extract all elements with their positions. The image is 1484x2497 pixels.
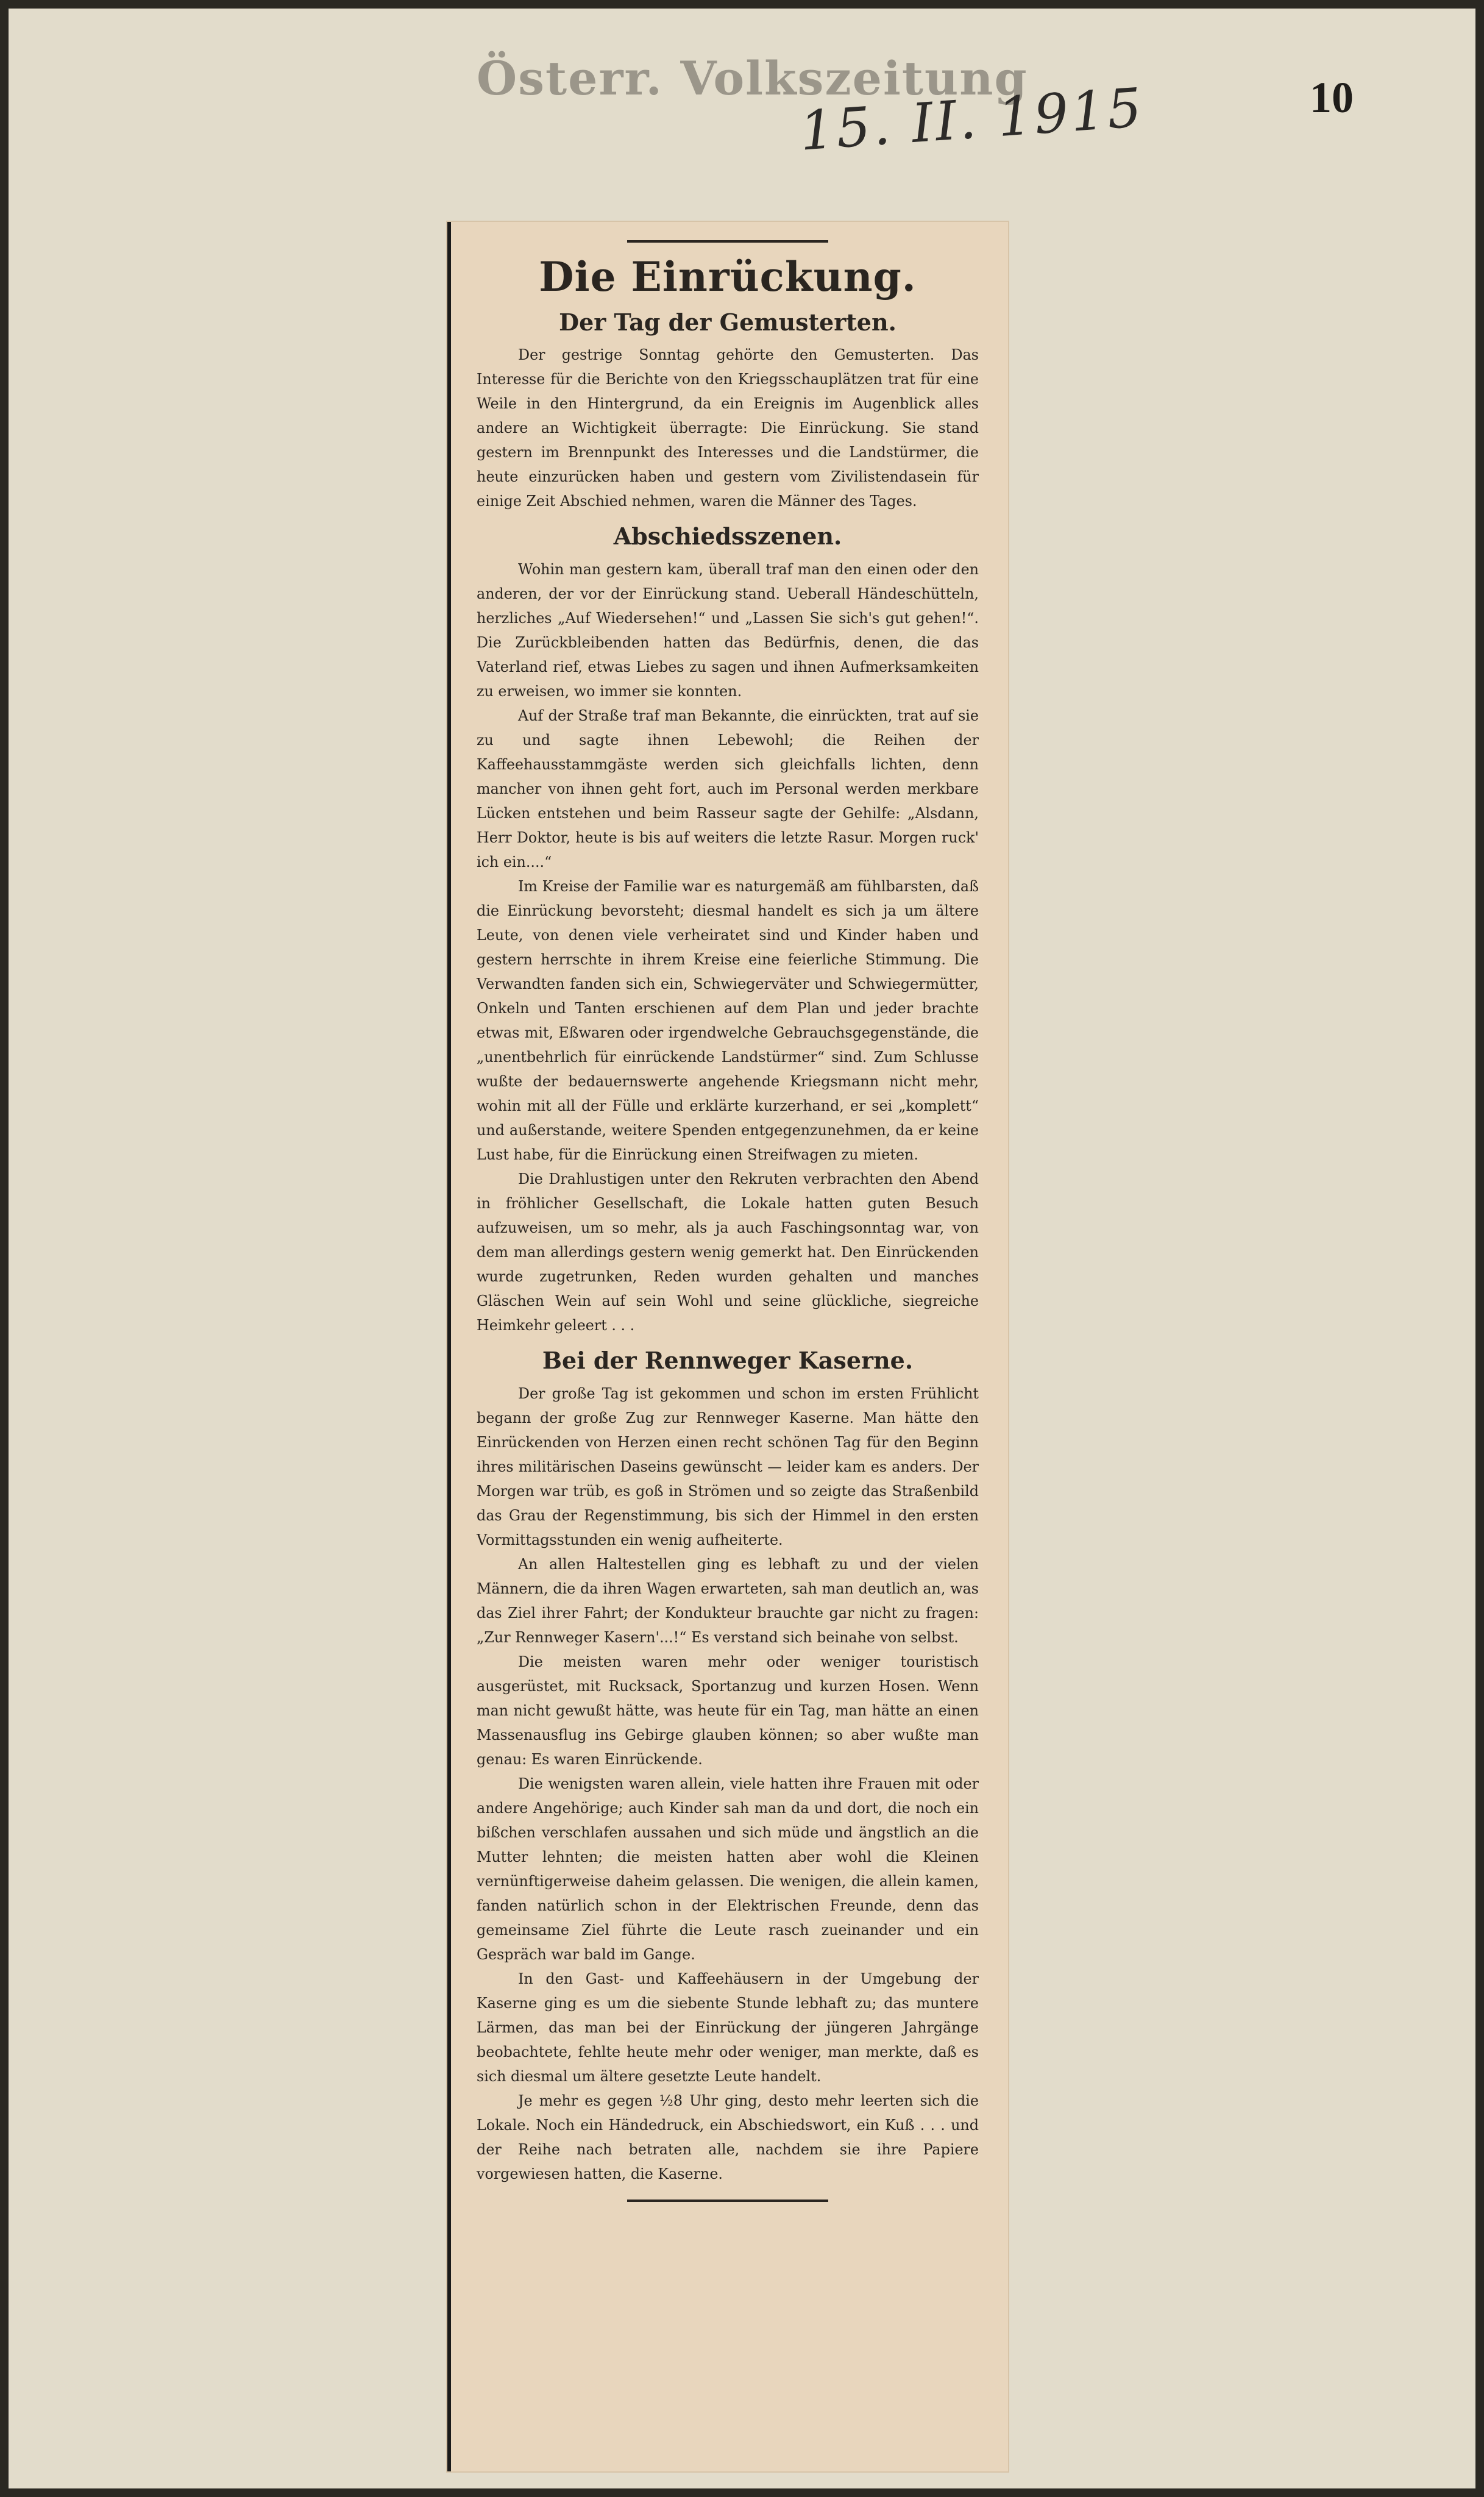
article-paragraph: Je mehr es gegen ½8 Uhr ging, desto mehr leerten sich die Lokale. Noch ein Händedruck, ein Abschiedswort, ein Kuß . . . und der Reihe nach betraten alle, nachdem sie ihre Papiere vorgewiesen hatten, die Kaserne. [477,2092,979,2182]
article-headline: Die Einrückung. [539,253,917,301]
article-paragraph: Die wenigsten waren allein, viele hatten ihre Frauen mit oder andere Angehörige; auch Kinder sah man da und dort, die noch ein bißchen verschlafen aussahen und sich müde und ängstlich an die Mutter lehnten; die meisten hatten aber wohl die Kleinen vernünftigerweise daheim gelassen. Die wenigen, die allein kamen, fanden natürlich schon in der Elektrischen Freunde, denn das gemeinsame Ziel führte die Leute rasch zueinander und ein Gespräch war bald im Gange. [477,1775,979,1963]
top-rule [627,240,828,243]
page-number: 10 [1310,73,1354,122]
handwritten-date: 15. II. 1915 [798,76,1146,163]
newspaper-clipping [447,222,1008,2471]
article-paragraph: In den Gast- und Kaffeehäusern in der Umgebung der Kaserne ging es um die siebente Stunde lebhaft zu; das muntere Lärmen, das man bei der Einrückung der jüngeren Jahrgänge beobachtete, fehlte heute mehr oder weniger, man merkte, daß es sich diesmal um ältere gesetzte Leute handelt. [477,1970,979,2085]
section-subhead: Bei der Rennweger Kaserne. [542,1346,914,1374]
article-paragraph: Im Kreise der Familie war es naturgemäß am fühlbarsten, daß die Einrückung bevorsteht; diesmal handelt es sich ja um ältere Leute, von denen viele verheiratet sind und Kinder haben und gestern herrschte in ihrem Kreise eine feierliche Stimmung. Die Verwandten fanden sich ein, Schwiegerväter und Schwiegermütter, Onkeln und Tanten erschienen auf dem Plan und jeder brachte etwas mit, Eßwaren oder irgendwelche Gebrauchsgegenstände, die „unentbehrlich für einrückende Landstürmer“ sind. Zum Schlusse wußte der bedauernswerte angehende Kriegsmann nicht mehr, wohin mit all der Fülle und erklärte kurzerhand, er sei „komplett“ und außerstande, weitere Spenden entgegenzunehmen, da er keine Lust habe, für die Einrückung einen Streifwagen zu mieten. [477,877,979,1163]
article-paragraph: Der große Tag ist gekommen und schon im ersten Frühlicht begann der große Zug zur Rennweger Kaserne. Man hätte den Einrückenden von Herzen einen recht schönen Tag für den Beginn ihres militärischen Daseins gewünscht — leider kam es anders. Der Morgen war trüb, es goß in Strömen und so zeigte das Straßenbild das Grau der Regenstimmung, bis sich der Himmel in den ersten Vormittagsstunden ein wenig aufheiterte. [477,1384,979,1548]
article-paragraph: Wohin man gestern kam, überall traf man den einen oder den anderen, der vor der Einrückung stand. Ueberall Händeschütteln, herzliches „Auf Wiedersehen!“ und „Lassen Sie sich's gut gehen!“. Die Zurückbleibenden hatten das Bedürfnis, denen, die das Vaterland rief, etwas Liebes zu sagen und ihnen Aufmerksamkeiten zu erweisen, wo immer sie konnten. [477,560,979,700]
article-paragraph: Die meisten waren mehr oder weniger touristisch ausgerüstet, mit Rucksack, Sportanzug und kurzen Hosen. Wenn man nicht gewußt hätte, was heute für ein Tag, man hätte an einen Massenausflug ins Gebirge glauben können; so aber wußte man genau: Es waren Einrückende. [477,1653,979,1768]
article-paragraph: Die Drahlustigen unter den Rekruten verbrachten den Abend in fröhlicher Gesellschaft, die Lokale hatten guten Besuch aufzuweisen, um so mehr, als ja auch Faschingsonntag war, von dem man allerdings gestern wenig gemerkt hat. Den Einrückenden wurde zugetrunken, Reden wurden gehalten und manches Gläschen Wein auf sein Wohl und seine glückliche, siegreiche Heimkehr geleert . . . [477,1170,979,1334]
section-subhead: Abschiedsszenen. [613,522,842,550]
newspaper-name-stamp: Österr. Volkszeitung [477,51,1028,105]
article-paragraph: Auf der Straße traf man Bekannte, die einrückten, trat auf sie zu und sagte ihnen Lebewohl; die Reihen der Kaffeehausstammgäste werden sich gleichfalls lichten, denn mancher von ihnen geht fort, auch im Personal werden merkbare Lücken entstehen und beim Rasseur sagte der Gehilfe: „Alsdann, Herr Doktor, heute is bis auf weiters die letzte Rasur. Morgen ruck' ich ein....“ [477,707,979,871]
section-subhead: Der Tag der Gemusterten. [559,308,896,336]
bottom-rule [627,2200,828,2202]
article-paragraph: An allen Haltestellen ging es lebhaft zu und der vielen Männern, die da ihren Wagen erwarteten, sah man deutlich an, was das Ziel ihrer Fahrt; der Kondukteur brauchte gar nicht zu fragen: „Zur Rennweger Kasern'...!“ Es verstand sich beinahe von selbst. [477,1555,979,1646]
article-paragraph: Der gestrige Sonntag gehörte den Gemusterten. Das Interesse für die Berichte von den Kriegsschauplätzen trat für eine Weile in den Hintergrund, da ein Ereignis im Augenblick alles andere an Wichtigkeit überragte: Die Einrückung. Sie stand gestern im Brennpunkt des Interesses und die Landstürmer, die heute einzurücken haben und gestern vom Zivilistendasein für einige Zeit Abschied nehmen, waren die Männer des Tages. [477,346,979,510]
